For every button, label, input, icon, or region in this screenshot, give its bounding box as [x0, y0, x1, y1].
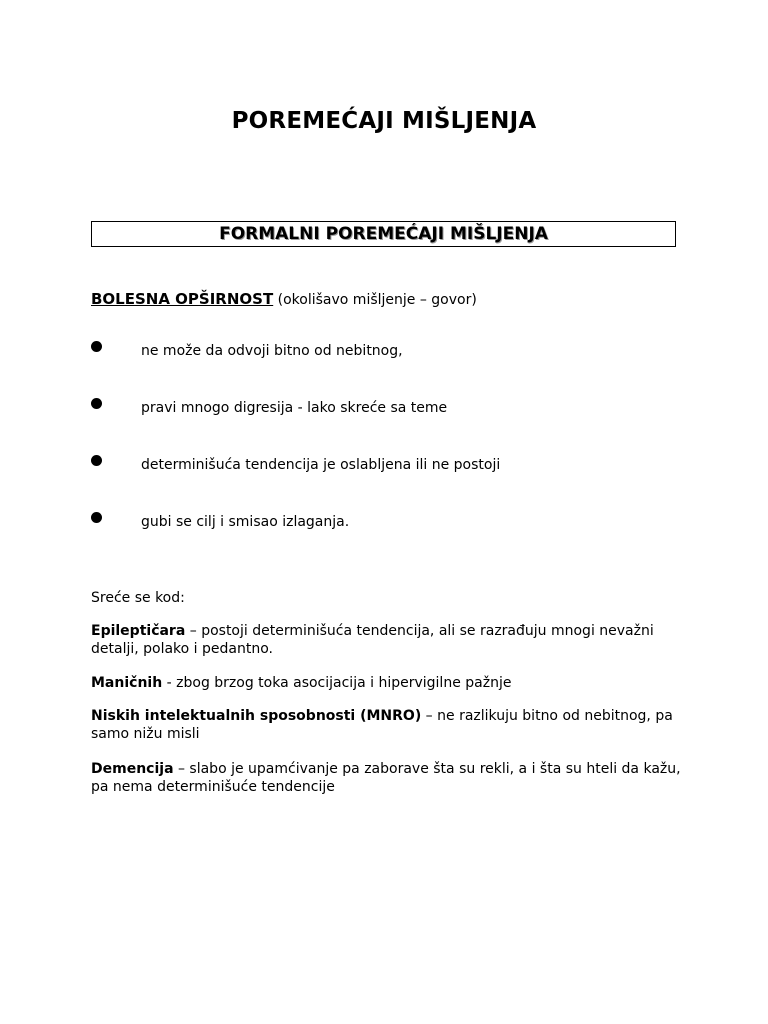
occurrence-text: – postoji determinišuća tendencija, ali se razrađuju mnogi nevažni detalji, polako i pedantno. [91, 623, 654, 657]
list-item [91, 398, 691, 422]
occurrence-paragraph [91, 707, 681, 743]
occurs-intro: Sreće se kod: [91, 590, 185, 606]
occurrence-term: Niskih intelektualnih sposobnosti (MNRO) [91, 708, 422, 724]
occurrence-paragraph [91, 760, 681, 796]
occurrence-term: Demencija [91, 761, 174, 777]
bullet-dot-icon [91, 455, 102, 466]
bullet-dot-icon [91, 341, 102, 352]
occurrence-paragraph [91, 674, 681, 692]
list-item [91, 512, 691, 536]
occurrence-paragraph [91, 622, 681, 658]
list-item-text: gubi se cilj i smisao izlaganja. [141, 514, 350, 530]
subheading [91, 290, 477, 308]
list-item [91, 341, 691, 365]
page-title: POREMEĆAJI MIŠLJENJA [231, 108, 537, 134]
list-item [91, 455, 691, 479]
subheading-term: BOLESNA OPŠIRNOST [91, 290, 274, 308]
occurrence-term: Maničnih [91, 675, 163, 691]
list-item-text: ne može da odvoji bitno od nebitnog, [141, 343, 403, 359]
bullet-dot-icon [91, 512, 102, 523]
occurrence-text: – slabo je upamćivanje pa zaborave šta su rekli, a i šta su hteli da kažu, pa nema determinišuće tendencije [91, 761, 681, 795]
occurrence-text: - zbog brzog toka asocijacija i hipervigilne pažnje [162, 675, 512, 691]
bullet-dot-icon [91, 398, 102, 409]
list-item-text: pravi mnogo digresija - lako skreće sa teme [141, 400, 448, 416]
section-heading-box: FORMALNI POREMEĆAJI MIŠLJENJA [91, 221, 676, 247]
occurrence-text: – ne razlikuju bitno od nebitnog, pa samo nižu misli [91, 708, 673, 742]
subheading-note: (okolišavo mišljenje – govor) [273, 292, 477, 308]
list-item-text: determinišuća tendencija je oslabljena ili ne postoji [141, 457, 501, 473]
occurrence-term: Epileptičara [91, 623, 186, 639]
